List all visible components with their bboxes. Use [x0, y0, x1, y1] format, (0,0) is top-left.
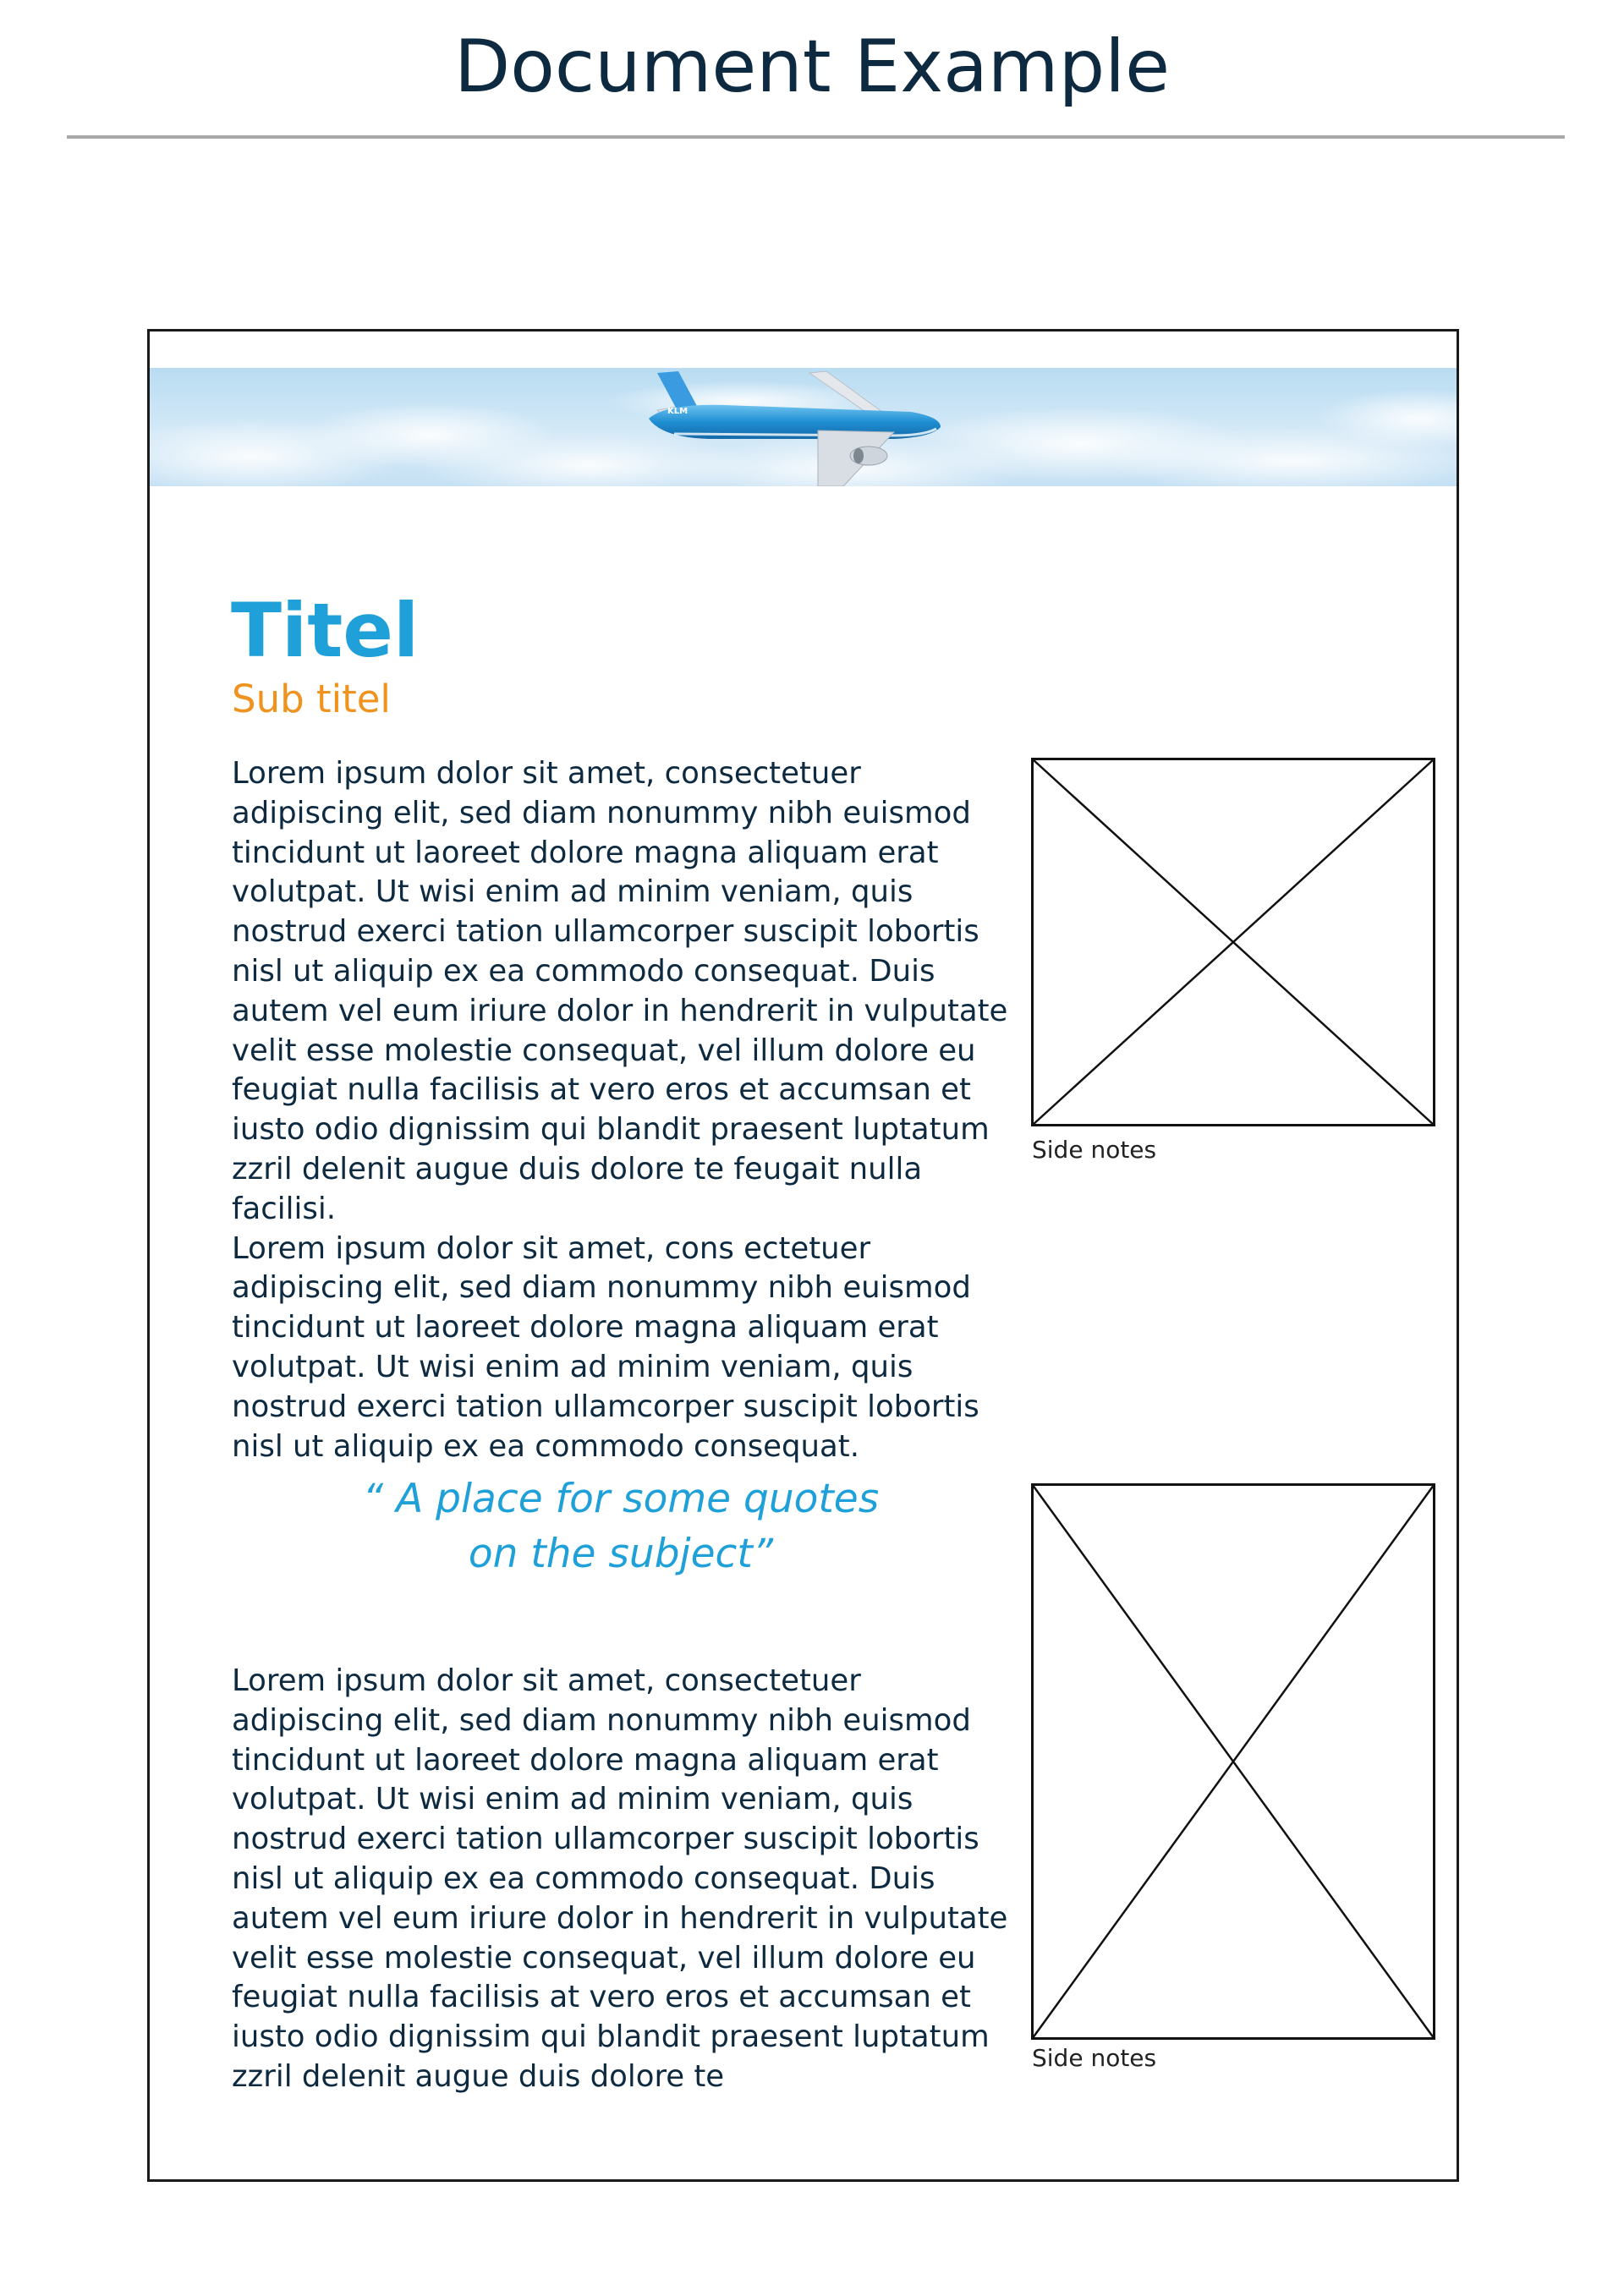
heading-divider [67, 135, 1565, 139]
side-note-caption: Side notes [1032, 2044, 1157, 2072]
side-note-caption: Side notes [1032, 1136, 1157, 1164]
klm-logo-text: KLM [667, 407, 689, 416]
airplane-over-clouds-image [150, 368, 1457, 486]
header-banner-image [150, 368, 1457, 486]
paragraph: Lorem ipsum dolor sit amet, cons ectetuer adipiscing elit, sed diam nonummy nibh euismod tincidunt ut laoreet dolore magna aliquam erat volutpat. Ut wisi enim ad minim veniam, quis nostrud exerci tation ullamcorper suscipit lobortis nisl ut aliquip ex ea commodo consequat. [232, 1230, 979, 1464]
pull-quote [232, 1471, 1010, 1581]
image-placeholder [1031, 1483, 1435, 2040]
image-placeholder [1031, 758, 1435, 1126]
paragraph: Lorem ipsum dolor sit amet, consectetuer adipiscing elit, sed diam nonummy nibh euismod tincidunt ut laoreet dolore magna aliquam erat volutpat. Ut wisi enim ad minim veniam, quis nostrud exerci tation ullamcorper suscipit lobortis nisl ut aliquip ex ea commodo consequat. Duis autem vel eum iriure dolor in hendrerit in vulputate velit esse molestie consequat, vel illum dolore eu feugiat nulla facilisis at vero eros et accumsan et iusto odio dignissim qui blandit praesent luptatum zzril delenit augue duis dolore te feugait nulla facilisi. [232, 756, 1008, 1226]
quote-line: “ A place for some quotes [362, 1476, 880, 1522]
document-title: Titel [231, 587, 420, 674]
document-subtitle: Sub titel [232, 677, 391, 721]
body-text-section-2 [232, 1662, 1010, 2097]
paragraph: Lorem ipsum dolor sit amet, consectetuer adipiscing elit, sed diam nonummy nibh euismod tincidunt ut laoreet dolore magna aliquam erat volutpat. Ut wisi enim ad minim veniam, quis nostrud exerci tation ullamcorper suscipit lobortis nisl ut aliquip ex ea commodo consequat. Duis autem vel eum iriure dolor in hendrerit in vulputate velit esse molestie consequat, vel illum dolore eu feugiat nulla facilisis at vero eros et accumsan et iusto odio dignissim qui blandit praesent luptatum zzril delenit augue duis dolore te [232, 1663, 1008, 2094]
quote-line: on the subject” [468, 1531, 774, 1577]
page-title: Document Example [454, 25, 1170, 109]
body-text-section-1 [232, 754, 1010, 1466]
